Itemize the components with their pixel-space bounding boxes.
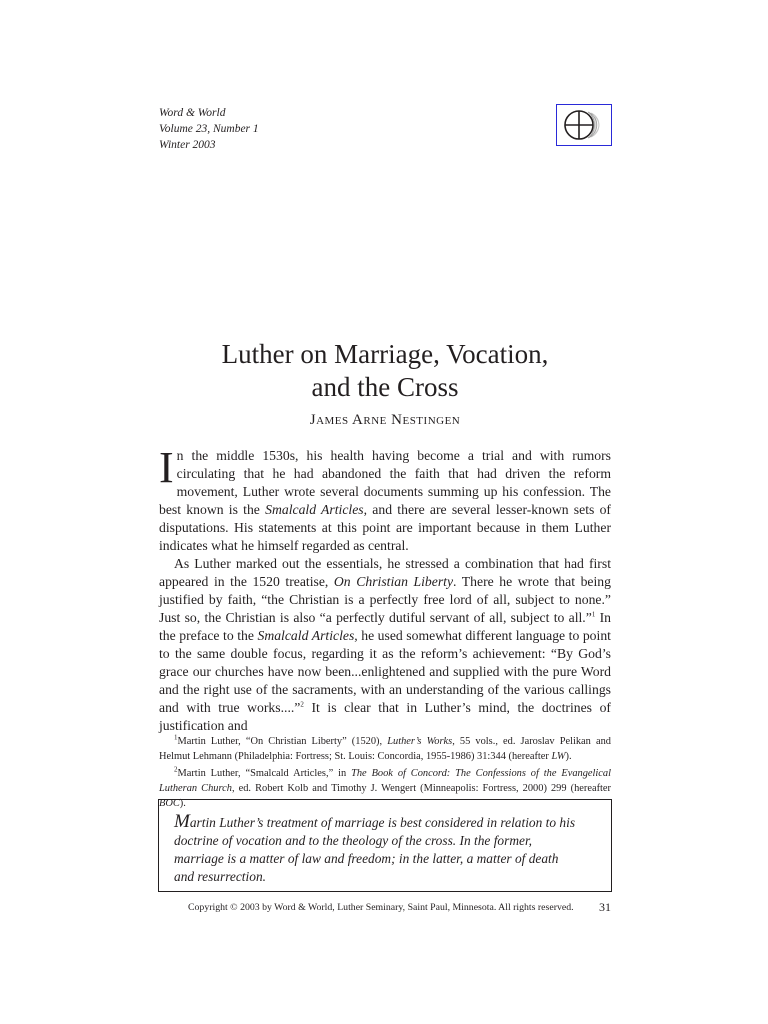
italic-run: Smalcald Articles (265, 502, 364, 517)
journal-name: Word & World (159, 107, 226, 119)
footnote-number: 1 (174, 733, 178, 742)
italic-run: The Book of Concord: The Confessions of the Evangelical Lutheran Church (159, 768, 611, 794)
text-run: , 55 vols., ed. Jaroslav Pelikan and Helmut Lehmann (Philadelphia: Fortress; St. Louis: Concordia, 1955-1986) 31:344 (hereafter (159, 736, 611, 762)
text-run: n the middle 1530s, his health having become a trial and with rumors circulating that he had abandoned the faith that had driven the reform movement, Luther wrote several documents summing up his confession. The best known is the (159, 448, 611, 517)
text-run: Martin Luther, “Smalcald Articles,” in (177, 768, 352, 779)
footnote-ref-1[interactable]: 1 (591, 610, 596, 619)
italic-run: On Christian Liberty (333, 574, 454, 589)
journal-season: Winter 2003 (159, 139, 216, 151)
cross-globe-logo-icon (557, 105, 611, 145)
italic-run: BOC (159, 798, 180, 809)
copyright-notice: Copyright © 2003 by Word & World, Luther Seminary, Saint Paul, Minnesota. All rights reserved. (188, 902, 574, 913)
article-author: James Arne Nestingen (309, 412, 461, 428)
pull-quote-text: artin Luther’s treatment of marriage is best considered in relation to his doctrine of vocation and to the theology of the cross. In the former, marriage is a matter of law and freedom; in the latter, a matter of death and resurrection. (174, 815, 576, 884)
paragraph-2 (159, 555, 611, 735)
text-run: It is clear that in Luther’s mind, the doctrines of justification and (159, 700, 611, 733)
article-body (159, 443, 611, 735)
paragraph-1 (159, 443, 611, 555)
journal-logo (556, 104, 612, 146)
pull-quote (158, 799, 612, 892)
text-run: , he used somewhat different language to point to the same double focus, regarding it as the reform’s achievement: “By God’s grace our churches have now been...enlightened and supplied with the pure Word and the right use of the sacraments, with an understanding of the various callings and with true works....” (159, 628, 611, 715)
text-run: ). (179, 798, 186, 809)
pull-quote-cap: M (174, 811, 190, 832)
masthead (159, 105, 259, 153)
italic-run: LW (551, 751, 566, 762)
text-run: In the preface to the (159, 610, 611, 643)
text-run: . There he wrote that being justified by faith, “the Christian is a perfectly free lord of all, subject to none.” Just so, the Christian is also “a perfectly dutiful servant of all, subject to all.” (159, 574, 611, 625)
title-line-1: Luther on Marriage, Vocation, (221, 339, 549, 369)
journal-volume: Volume 23, Number 1 (159, 123, 259, 135)
text-run: As Luther marked out the essentials, he stressed a combination that had first appeared in the 1520 treatise, (159, 556, 611, 589)
drop-cap: I (159, 443, 174, 492)
article-title (159, 338, 611, 404)
text-run: , ed. Robert Kolb and Timothy J. Wengert (Minneapolis: Fortress, 2000) 299 (hereafter (231, 783, 611, 794)
footnote-1 (159, 734, 611, 764)
page-number: 31 (599, 900, 611, 914)
footnote-ref-2[interactable]: 2 (300, 700, 304, 709)
text-run: , and there are several lesser-known sets of disputations. His statements at this point are important because in them Luther indicates what he himself regarded as central. (159, 502, 611, 553)
italic-run: Luther’s Works (387, 736, 453, 747)
title-line-2: and the Cross (311, 372, 459, 402)
text-run: ). (565, 751, 572, 762)
text-run: Martin Luther, “On Christian Liberty” (1520), (177, 736, 388, 747)
italic-run: Smalcald Articles (257, 628, 355, 643)
footnote-number: 2 (174, 765, 178, 774)
